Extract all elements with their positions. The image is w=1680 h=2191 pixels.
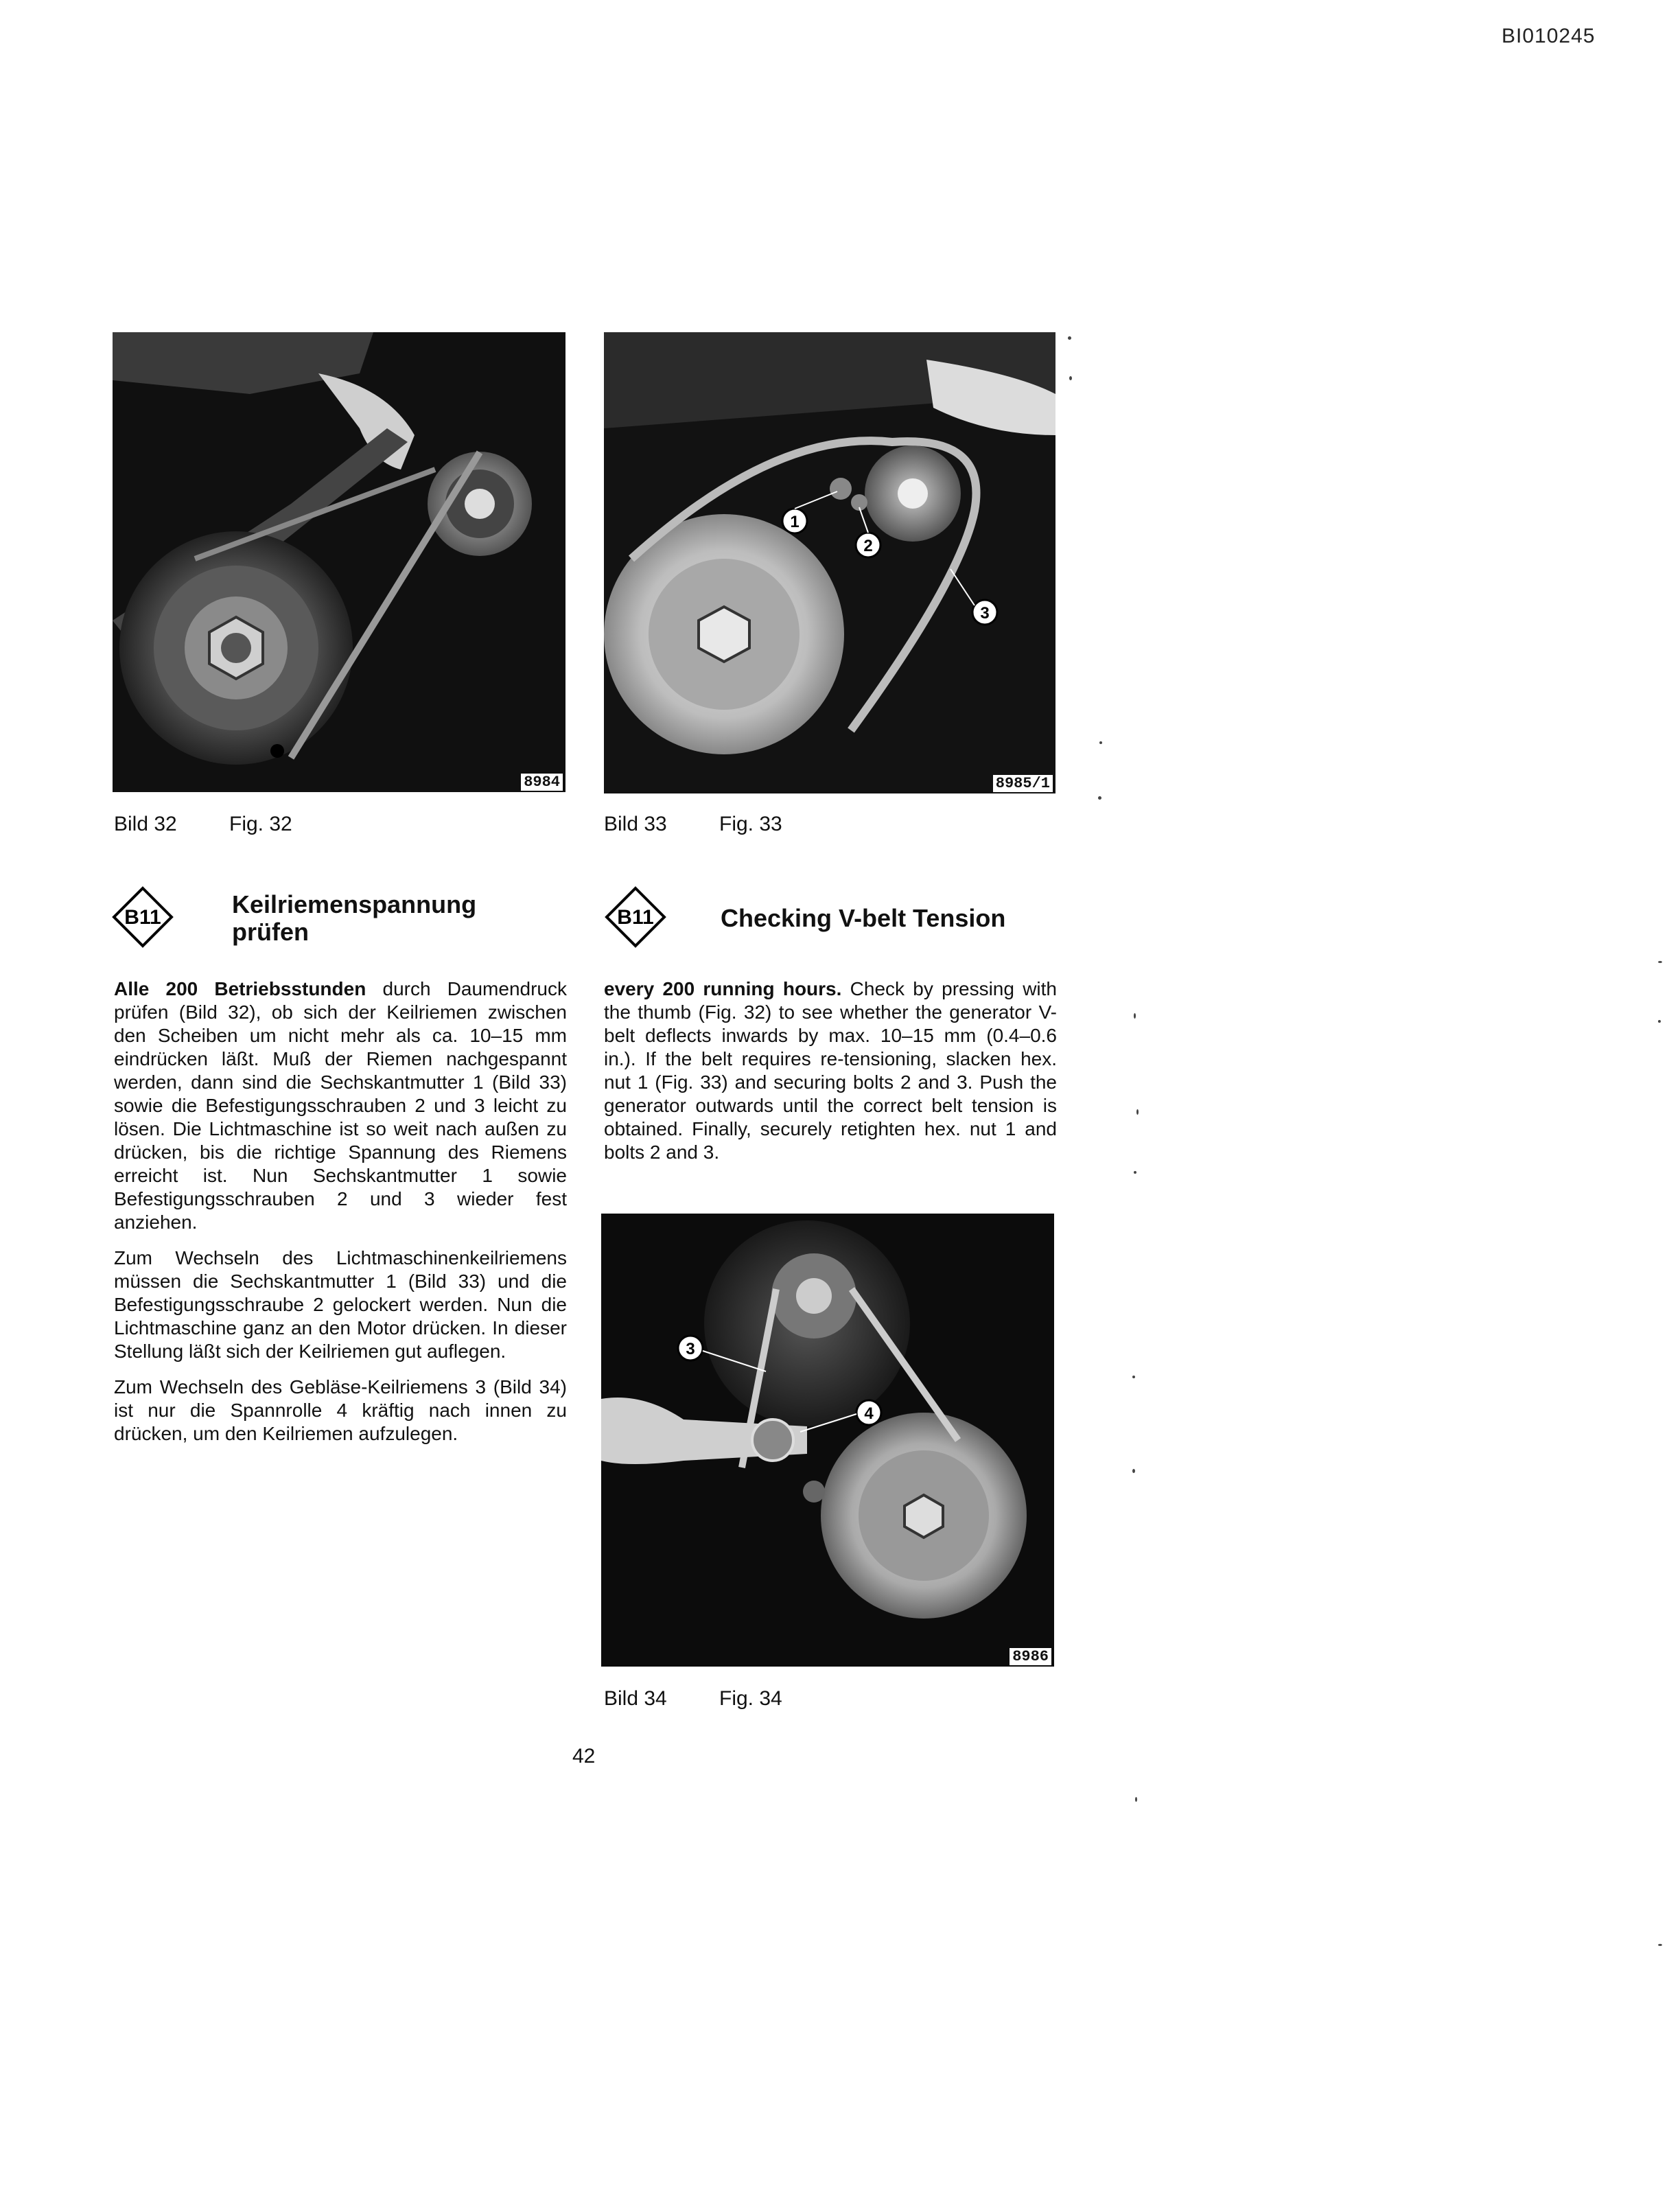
caption-de: Bild 33 (604, 813, 667, 835)
callout-2: 2 (863, 537, 873, 555)
document-id: BI010245 (1502, 25, 1596, 47)
paragraph-1-text: Check by pressing with the thumb (Fig. 32) to see whether the generator V-belt deflects inwards by max. 10–15 mm (0.4–0.6 in.). If the belt requires re-tensioning, slacken hex. nut 1 (Fig. 33) and securing bolts 2 and 3. Push the generator outwards until the correct belt tension is obtained. Finally, securely retighten hex. nut 1 and bolts 2 and 3. (604, 978, 1057, 1163)
heading-line-2: prüfen (232, 918, 309, 946)
caption-de: Bild 34 (604, 1687, 667, 1710)
scan-speck (1135, 1797, 1137, 1802)
scan-speck (1068, 336, 1071, 340)
scan-speck (1134, 1171, 1136, 1174)
scan-speck (1134, 1013, 1136, 1019)
section-badge-en (604, 885, 667, 949)
callout-3: 3 (686, 1340, 695, 1358)
scan-speck (1658, 1944, 1662, 1946)
scan-speck (1658, 961, 1662, 963)
paragraph-3: Zum Wechseln des Gebläse-Keilriemens 3 (Bild 34) ist nur die Spannrolle 4 kräftig nach innen zu drücken, um den Keilriemen aufzulegen. (114, 1376, 567, 1444)
body-text-de (114, 977, 567, 1446)
callout-1: 1 (790, 513, 800, 531)
callout-3: 3 (980, 604, 990, 623)
caption-en: Fig. 34 (719, 1687, 782, 1710)
paragraph-1 (604, 977, 1057, 1164)
caption-en: Fig. 33 (719, 813, 782, 835)
scan-speck (1099, 741, 1102, 744)
paragraph-1 (114, 977, 567, 1234)
section-badge-de (111, 885, 174, 949)
scan-speck (1132, 1469, 1135, 1473)
scan-speck (1132, 1376, 1135, 1378)
caption-en: Fig. 32 (229, 813, 292, 835)
heading-line-1: Keilriemenspannung (232, 890, 477, 918)
figure-34-caption (604, 1687, 782, 1711)
paragraph-1-text: durch Daumendruck prüfen (Bild 32), ob sich der Keilriemen zwischen den Scheiben um nicht mehr als ca. 10–15 mm eindrücken läßt. Muß der Riemen nachgespannt werden, dann sind die Sechskantmutter 1 (Bild 33) sowie die Befestigungsschrauben 2 und 3 leicht zu lösen. Die Lichtmaschine ist so weit nach außen zu drücken, bis die richtige Spannung des Riemens erreicht ist. Nun Sechskantmutter 1 sowie Befestigungsschrauben 2 und 3 wieder fest anziehen. (114, 978, 567, 1233)
badge-label: B11 (124, 906, 161, 929)
photo-number: 8984 (521, 774, 563, 791)
badge-label: B11 (617, 906, 654, 929)
section-heading-de (232, 891, 506, 946)
section-heading-en: Checking V-belt Tension (721, 904, 1006, 932)
scan-speck (1098, 796, 1101, 800)
figure-33-caption (604, 813, 782, 836)
figure-32-caption (114, 813, 292, 836)
maintenance-interval: every 200 running hours. (604, 978, 842, 999)
figure-33-photo (604, 332, 1055, 793)
scan-speck (1136, 1109, 1139, 1115)
photo-number: 8985/1 (993, 775, 1053, 792)
callout-4: 4 (864, 1404, 874, 1423)
scan-speck (1069, 376, 1072, 380)
page-number: 42 (572, 1745, 596, 1767)
caption-de: Bild 32 (114, 813, 177, 835)
body-text-en (604, 977, 1057, 1164)
figure-32-photo (113, 332, 565, 792)
scan-speck (1658, 1020, 1661, 1023)
maintenance-interval: Alle 200 Betriebsstunden (114, 978, 366, 999)
paragraph-2: Zum Wechseln des Lichtmaschinenkeilriemens müssen die Sechskantmutter 1 (Bild 33) und die Befestigungsschraube 2 gelockert werden. Nun die Lichtmaschine ganz an den Motor drücken. In dieser Stellung läßt sich der Keilriemen gut auflegen. (114, 1247, 567, 1362)
photo-number: 8986 (1010, 1648, 1051, 1665)
figure-34-photo (601, 1214, 1054, 1667)
